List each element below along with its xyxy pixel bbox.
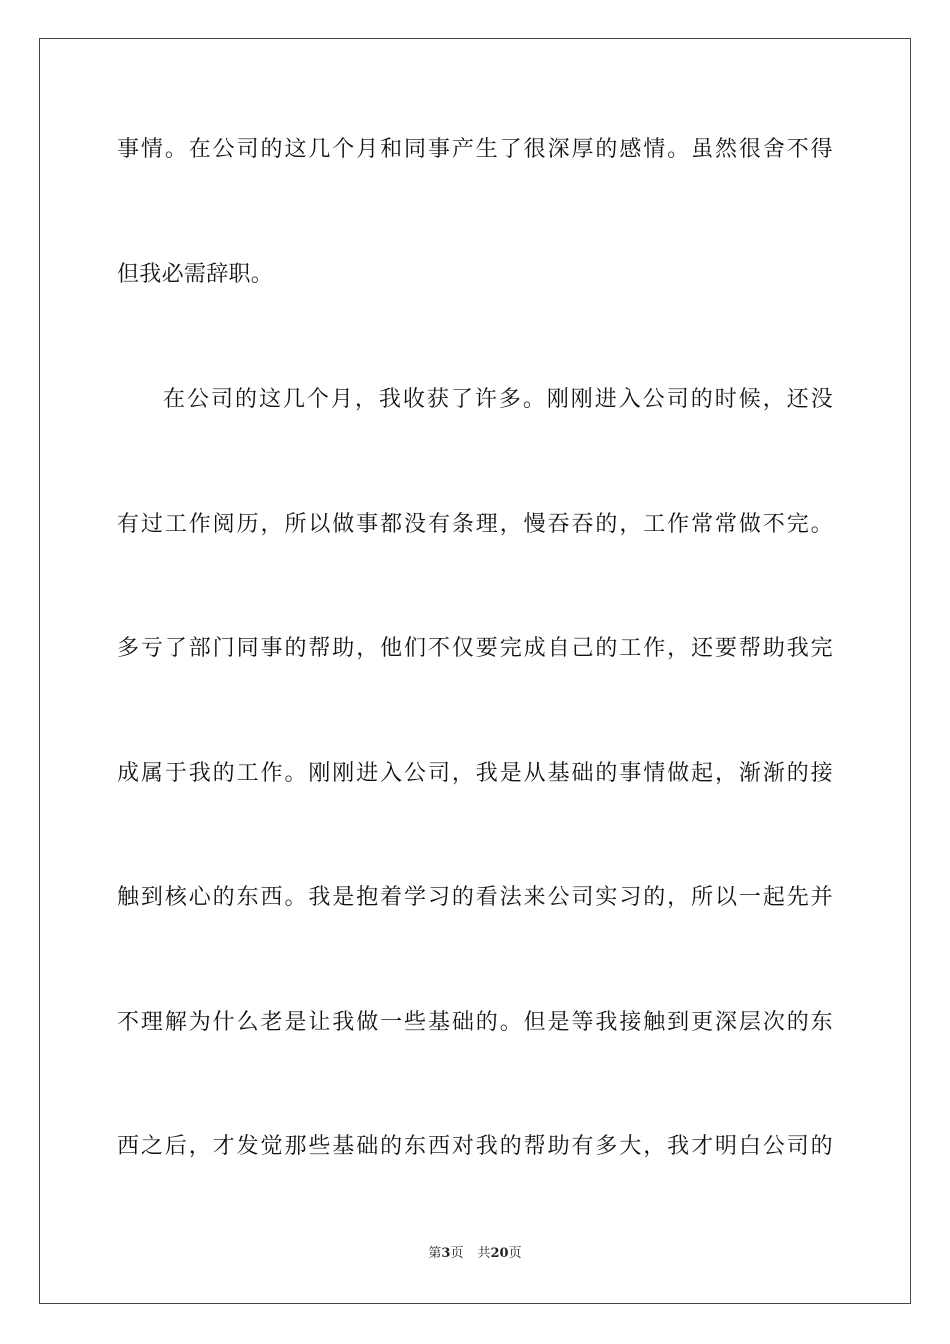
body-line-9: 西之后，才发觉那些基础的东西对我的帮助有多大，我才明白公司的 bbox=[117, 1134, 833, 1159]
page-footer bbox=[0, 1245, 950, 1263]
body-line-1: 事情。在公司的这几个月和同事产生了很深厚的感情。虽然很舍不得 bbox=[117, 137, 833, 162]
page-border bbox=[39, 38, 911, 1304]
page-suffix: 页 bbox=[450, 1246, 464, 1261]
body-line-2: 但我必需辞职。 bbox=[117, 262, 274, 287]
paragraph-2-first-line: 在公司的这几个月，我收获了许多。刚刚进入公司的时候，还没 bbox=[163, 387, 833, 412]
body-line-7: 触到核心的东西。我是抱着学习的看法来公司实习的，所以一起先并 bbox=[117, 885, 833, 910]
body-line-4: 有过工作阅历，所以做事都没有条理，慢吞吞的，工作常常做不完。 bbox=[117, 512, 833, 537]
total-pages: 20 bbox=[490, 1246, 509, 1261]
page-number: 3 bbox=[441, 1246, 451, 1261]
body-line-5: 多亏了部门同事的帮助，他们不仅要完成自己的工作，还要帮助我完 bbox=[117, 636, 833, 661]
body-line-8: 不理解为什么老是让我做一些基础的。但是等我接触到更深层次的东 bbox=[117, 1010, 833, 1035]
total-suffix: 页 bbox=[508, 1246, 522, 1261]
page-prefix: 第 bbox=[428, 1246, 442, 1261]
total-prefix: 共 bbox=[477, 1246, 491, 1261]
body-line-6: 成属于我的工作。刚刚进入公司，我是从基础的事情做起，渐渐的接 bbox=[117, 761, 833, 786]
